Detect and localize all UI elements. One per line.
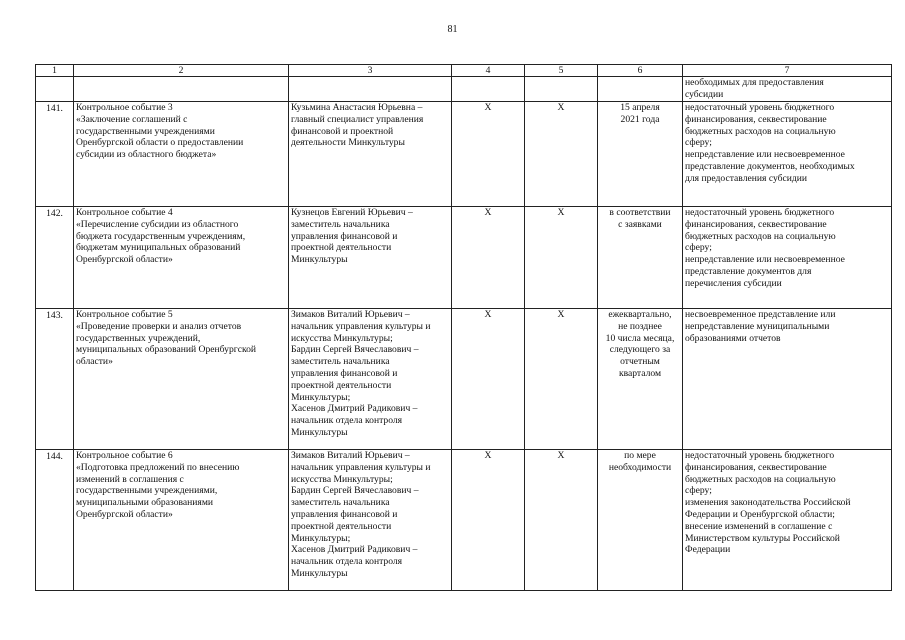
column-header: 1 (36, 65, 74, 77)
risks-cell: недостаточный уровень бюджетного финансирования, секвестирование бюджетных расходов на социальную сферу; непредставление или несвоевременное представление документов для перечисления субсидии (683, 207, 892, 309)
responsible-cell: Зимаков Виталий Юрьевич – начальник управления культуры и искусства Минкультуры; Бардин Сергей Вячеславович – заместитель начальника управления финансовой и проектной деятельности Минкультуры; Хасенов Дмитрий Радикович – начальник отдела контроля Минкультуры (289, 450, 452, 591)
row-number: 141. (36, 102, 74, 207)
table-row (36, 102, 892, 207)
responsible-cell: Зимаков Виталий Юрьевич – начальник управления культуры и искусства Минкультуры; Бардин Сергей Вячеславович – заместитель начальника управления финансовой и проектной деятельности Минкультуры; Хасенов Дмитрий Радикович – начальник отдела контроля Минкультуры (289, 309, 452, 450)
event-cell: Контрольное событие 5 «Проведение проверки и анализ отчетов государственных учреждений, муниципальных образований Оренбургской области» (74, 309, 289, 450)
risks-cell: недостаточный уровень бюджетного финансирования, секвестирование бюджетных расходов на социальную сферу; непредставление или несвоевременное представление документов, необходимых для предоставления субсидии (683, 102, 892, 207)
continuation-row (36, 77, 892, 102)
event-cell: Контрольное событие 4 «Перечисление субсидии из областного бюджета государственным учреждениям, бюджетам муниципальных образований Оренбургской области» (74, 207, 289, 309)
column-header: 5 (525, 65, 598, 77)
row-number: 143. (36, 309, 74, 450)
column-header: 2 (74, 65, 289, 77)
responsible-cell: Кузнецов Евгений Юрьевич – заместитель начальника управления финансовой и проектной деятельности Минкультуры (289, 207, 452, 309)
column-header: 7 (683, 65, 892, 77)
control-events-table (35, 64, 892, 591)
col5-cell: Х (525, 309, 598, 450)
column-number-row (36, 65, 892, 77)
col4-cell: Х (452, 207, 525, 309)
deadline-cell: ежеквартально, не позднее 10 числа месяца, следующего за отчетным кварталом (598, 309, 683, 450)
page-number: 81 (447, 24, 458, 35)
col4-cell: Х (452, 450, 525, 591)
responsible-cell: Кузьмина Анастасия Юрьевна – главный специалист управления финансовой и проектной деятельности Минкультуры (289, 102, 452, 207)
col5-cell: Х (525, 102, 598, 207)
col5-cell: Х (525, 450, 598, 591)
col4-cell: Х (452, 102, 525, 207)
column-header: 3 (289, 65, 452, 77)
risks-cell: недостаточный уровень бюджетного финансирования, секвестирование бюджетных расходов на социальную сферу; изменения законодательства Российской Федерации и Оренбургской области; внесение изменений в соглашение с Министерством культуры Российской Федерации (683, 450, 892, 591)
table-row (36, 207, 892, 309)
row-number: 142. (36, 207, 74, 309)
risks-cell: несвоевременное представление или непредставление муниципальными образованиями отчетов (683, 309, 892, 450)
deadline-cell: 15 апреля 2021 года (598, 102, 683, 207)
deadline-cell: в соответствии с заявками (598, 207, 683, 309)
table-row (36, 309, 892, 450)
deadline-cell: по мере необходимости (598, 450, 683, 591)
col4-cell: Х (452, 309, 525, 450)
table-row (36, 450, 892, 591)
event-cell: Контрольное событие 6 «Подготовка предложений по внесению изменений в соглашения с государственными учреждениями, муниципальными образованиями Оренбургской области» (74, 450, 289, 591)
continuation-text: необходимых для предоставления субсидии (683, 77, 892, 102)
row-number: 144. (36, 450, 74, 591)
column-header: 4 (452, 65, 525, 77)
event-cell: Контрольное событие 3 «Заключение соглашений с государственными учреждениями Оренбургской области о предоставлении субсидии из областного бюджета» (74, 102, 289, 207)
column-header: 6 (598, 65, 683, 77)
col5-cell: Х (525, 207, 598, 309)
